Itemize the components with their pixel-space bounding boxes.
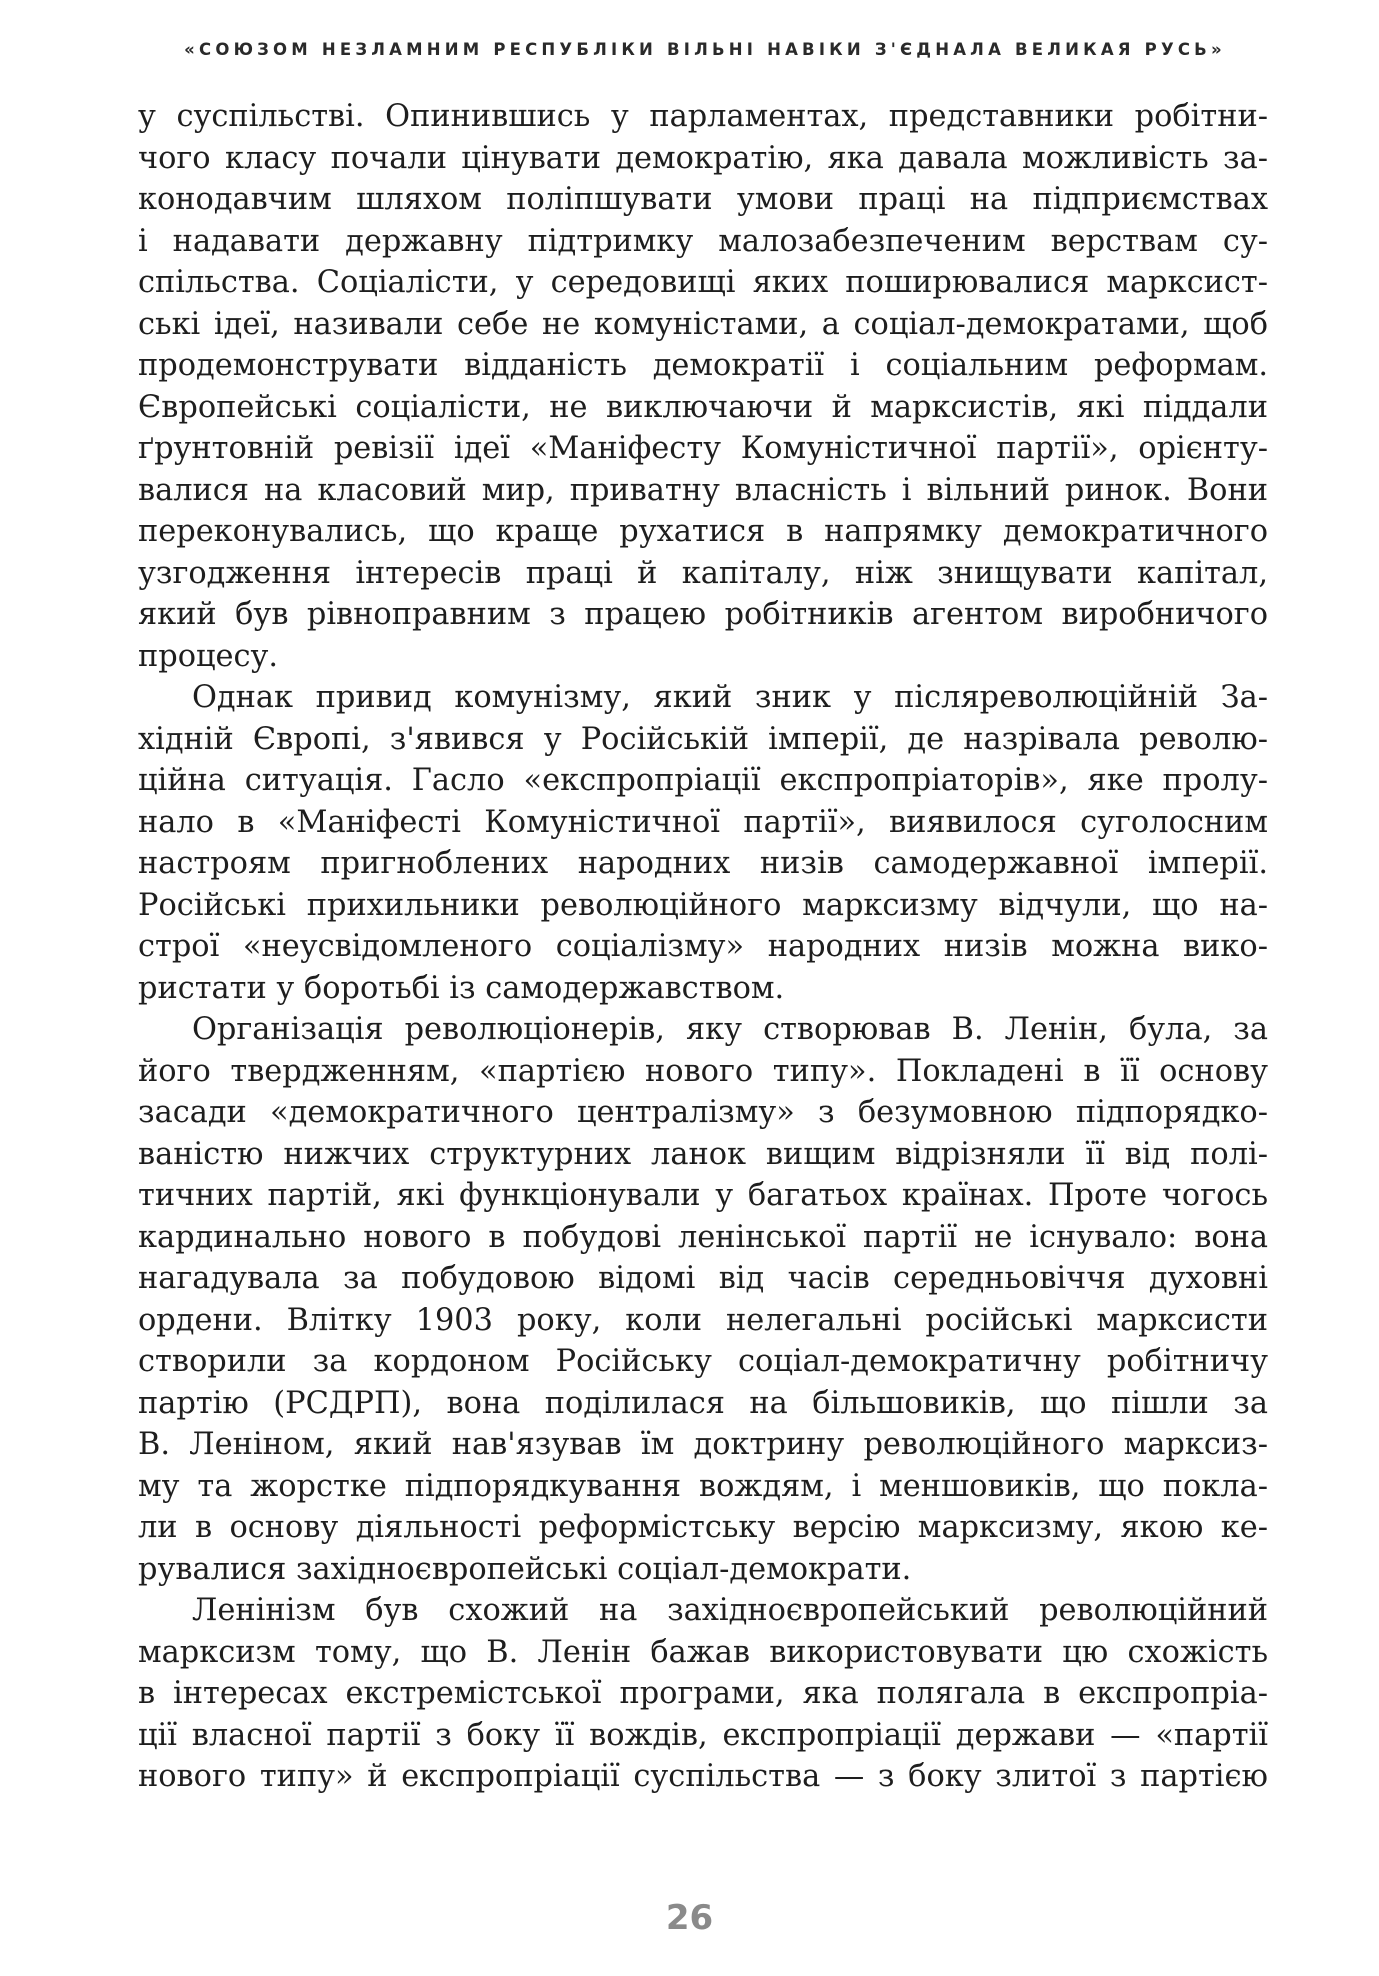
text-line: ґрунтовній ревізії ідеї «Маніфесту Комуністичної партії», орієнту- xyxy=(138,431,1268,466)
text-line: Організація революціонерів, яку створював В. Ленін, була, за xyxy=(192,1012,1268,1047)
text-line: настроям пригноблених народних низів самодержавної імперії. xyxy=(138,846,1268,881)
text-line: продемонструвати відданість демократії і соціальним реформам. xyxy=(138,348,1268,383)
text-line: нало в «Маніфесті Комуністичної партії», виявилося суголосним xyxy=(138,804,1268,840)
text-line: ристати у боротьбі із самодержавством. xyxy=(138,970,785,1006)
text-line: у суспільстві. Опинившись у парламентах, представники робітни- xyxy=(138,99,1268,134)
text-line: му та жорстке підпорядкування вождям, і меншовиків, що покла- xyxy=(138,1468,1268,1504)
text-line: чого класу почали цінувати демократію, яка давала можливість за- xyxy=(138,140,1268,176)
page-number: 26 xyxy=(665,1898,714,1938)
text-line: Ленінізм був схожий на західноєвропейський революційний xyxy=(192,1593,1268,1628)
text-line: ли в основу діяльності реформістську версію марксизму, якою ке- xyxy=(138,1510,1268,1545)
text-line: рувалися західноєвропейські соціал-демократи. xyxy=(138,1551,912,1587)
paragraph-2 xyxy=(138,677,1268,1009)
text-line: партію (РСДРП), вона поділилася на більшовиків, що пішли за xyxy=(138,1385,1268,1421)
text-line: ські ідеї, називали себе не комуністами, а соціал-демократами, щоб xyxy=(138,306,1268,342)
text-line: Російські прихильники революційного марксизму відчули, що на- xyxy=(138,887,1268,923)
text-line: В. Леніном, який нав'язував їм доктрину революційного марксиз- xyxy=(138,1427,1268,1462)
text-line: марксизм тому, що В. Ленін бажав використовувати цю схожість xyxy=(138,1634,1268,1670)
text-line: який був рівноправним з працею робітників агентом виробничого xyxy=(138,597,1268,632)
text-line: хідній Європі, з'явився у Російській імперії, де назрівала револю- xyxy=(138,721,1268,757)
text-line: створили за кордоном Російську соціал-демократичну робітничу xyxy=(138,1344,1268,1379)
text-line: ваністю нижчих структурних ланок вищим відрізняли її від полі- xyxy=(138,1136,1268,1172)
text-line: валися на класовий мир, приватну власність і вільний ринок. Вони xyxy=(138,472,1268,508)
text-line: Однак привид комунізму, який зник у післяреволюційній За- xyxy=(192,680,1268,715)
text-line: і надавати державну підтримку малозабезпеченим верствам су- xyxy=(138,223,1268,259)
text-line: процесу. xyxy=(138,638,279,674)
text-line: в інтересах екстремістської програми, яка полягала в експропріа- xyxy=(138,1676,1268,1711)
text-line: ційна ситуація. Гасло «експропріації експропріаторів», яке пролу- xyxy=(138,763,1268,798)
body-text xyxy=(138,96,1268,1798)
text-line: переконувались, що краще рухатися в напрямку демократичного xyxy=(138,514,1268,549)
text-line: ції власної партії з боку її вождів, експропріації держави — «партії xyxy=(138,1717,1268,1753)
text-line: узгодження інтересів праці й капіталу, ніж знищувати капітал, xyxy=(138,555,1268,591)
text-line: конодавчим шляхом поліпшувати умови праці на підприємствах xyxy=(138,182,1268,217)
paragraph-1 xyxy=(138,96,1268,677)
text-line: його твердженням, «партією нового типу». Покладені в її основу xyxy=(138,1053,1268,1089)
text-line: нагадувала за побудовою відомі від часів середньовіччя духовні xyxy=(138,1261,1268,1296)
paragraph-4 xyxy=(138,1590,1268,1798)
text-line: тичних партій, які функціонували у багатьох країнах. Проте чогось xyxy=(138,1178,1268,1213)
text-line: ордени. Влітку 1903 року, коли нелегальні російські марксисти xyxy=(138,1302,1268,1338)
text-line: кардинально нового в побудові ленінської партії не існувало: вона xyxy=(138,1219,1268,1255)
paragraph-3 xyxy=(138,1009,1268,1590)
text-line: спільства. Соціалісти, у середовищі яких поширювалися марксист- xyxy=(138,265,1268,300)
text-line: нового типу» й експропріації суспільства — з боку злитої з партією xyxy=(138,1759,1268,1794)
text-line: засади «демократичного централізму» з безумовною підпорядко- xyxy=(138,1095,1268,1130)
text-line: строї «неусвідомленого соціалізму» народних низів можна вико- xyxy=(138,929,1268,964)
text-line: Європейські соціалісти, не виключаючи й марксистів, які піддали xyxy=(138,389,1268,425)
running-head: «СОЮЗОМ НЕЗЛАМНИМ РЕСПУБЛІКИ ВІЛЬНІ НАВІКИ З'ЄДНАЛА ВЕЛИКАЯ РУСЬ» xyxy=(184,40,1226,59)
